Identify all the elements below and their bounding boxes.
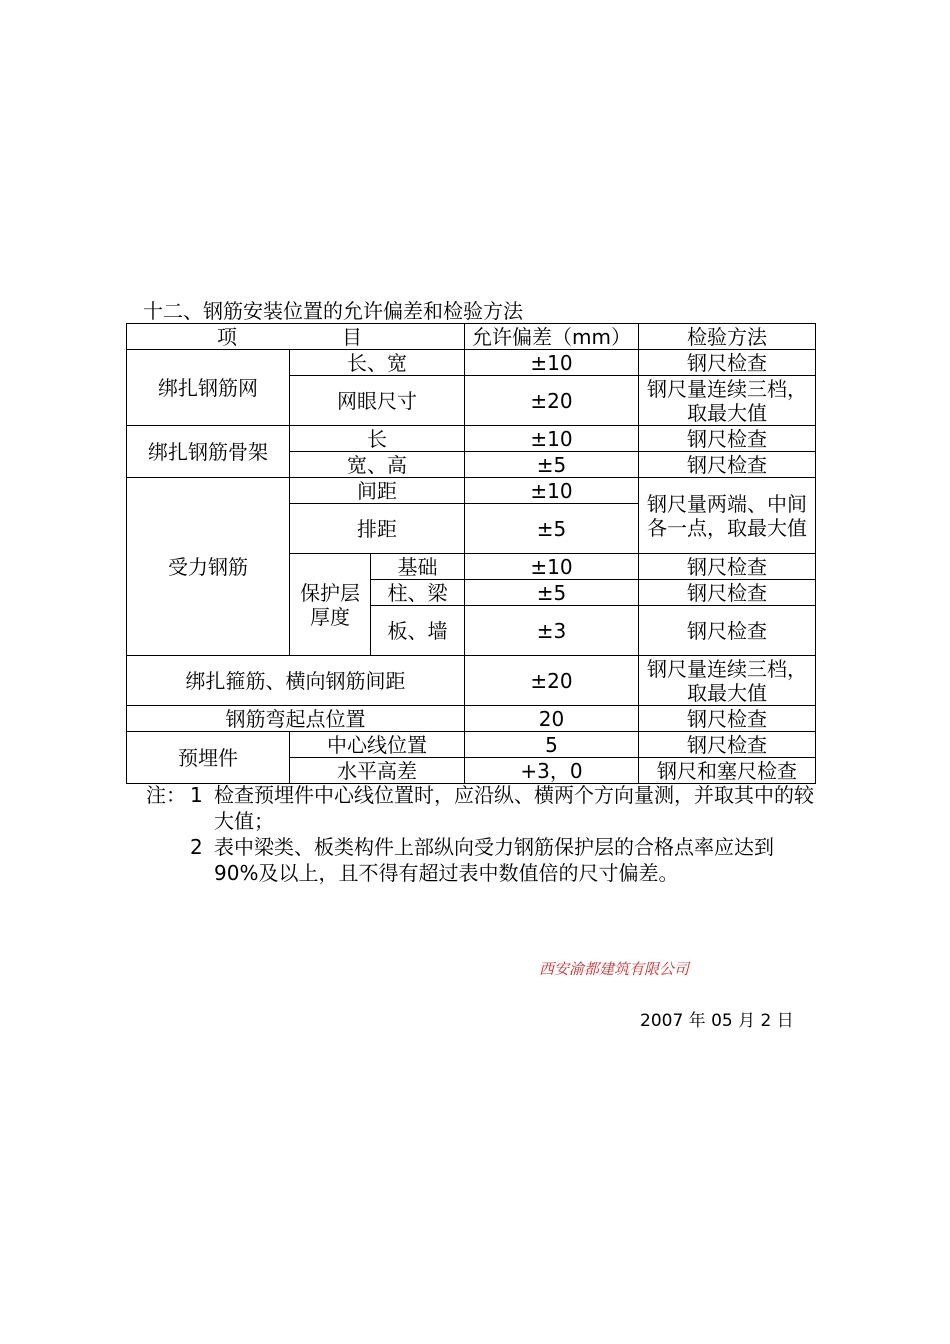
item-cell: 中心线位置 — [290, 732, 465, 758]
note-number: 2 — [190, 835, 203, 859]
item-cell: 宽、高 — [290, 452, 465, 478]
header-item-cell — [127, 324, 465, 350]
tolerance-cell: ±10 — [465, 554, 639, 580]
method-cell: 钢尺检查 — [639, 606, 816, 656]
item-cell: 绑扎箍筋、横向钢筋间距 — [127, 656, 465, 706]
group-cell-mesh: 绑扎钢筋网 — [127, 350, 290, 426]
note-text: 检查预埋件中心线位置时，应沿纵、横两个方向量测，并取其中的较大值； — [214, 783, 814, 833]
method-cell: 钢尺量连续三档，取最大值 — [639, 376, 816, 426]
item-cell: 排距 — [290, 504, 465, 554]
tolerance-cell: +3，0 — [465, 758, 639, 784]
document-title: 十二、钢筋安装位置的允许偏差和检验方法 — [143, 299, 523, 323]
subgroup-cell-cover-thickness: 保护层厚度 — [290, 554, 371, 656]
method-cell: 钢尺和塞尺检查 — [639, 758, 816, 784]
method-cell: 钢尺检查 — [639, 554, 816, 580]
notes-section — [146, 782, 816, 886]
tolerance-table — [126, 323, 816, 784]
item-cell: 柱、梁 — [371, 580, 465, 606]
method-cell: 钢尺检查 — [639, 580, 816, 606]
note-number: 1 — [190, 783, 203, 807]
method-cell: 钢尺检查 — [639, 426, 816, 452]
item-cell: 网眼尺寸 — [290, 376, 465, 426]
table-row — [127, 478, 816, 504]
tolerance-cell: ±20 — [465, 376, 639, 426]
tolerance-cell: ±5 — [465, 504, 639, 554]
item-cell: 长、宽 — [290, 350, 465, 376]
header-tolerance: 允许偏差（mm） — [465, 324, 639, 350]
table-row — [127, 426, 816, 452]
group-cell-embedded: 预埋件 — [127, 732, 290, 784]
item-cell: 基础 — [371, 554, 465, 580]
method-cell: 钢尺检查 — [639, 706, 816, 732]
item-cell: 间距 — [290, 478, 465, 504]
tolerance-cell: 20 — [465, 706, 639, 732]
note-text: 表中梁类、板类构件上部纵向受力钢筋保护层的合格点率应达到90%及以上，且不得有超过表中数值倍的尺寸偏差。 — [214, 835, 774, 885]
header-item-label-b: 目 — [342, 324, 363, 349]
group-cell-cage: 绑扎钢筋骨架 — [127, 426, 290, 478]
tolerance-cell: ±3 — [465, 606, 639, 656]
header-item-label-a: 项 — [217, 324, 237, 349]
note-2 — [146, 834, 816, 886]
item-cell: 板、墙 — [371, 606, 465, 656]
table-row — [127, 656, 816, 706]
table-header-row — [127, 324, 816, 350]
method-cell: 钢尺检查 — [639, 350, 816, 376]
table-row — [127, 350, 816, 376]
document-date: 2007 年 05 月 2 日 — [640, 1011, 794, 1031]
tolerance-cell: ±10 — [465, 478, 639, 504]
table-row — [127, 706, 816, 732]
method-cell: 钢尺量两端、中间各一点，取最大值 — [639, 478, 816, 554]
note-1 — [146, 782, 816, 834]
table-row — [127, 732, 816, 758]
company-name: 西安渝都建筑有限公司 — [539, 960, 690, 978]
method-cell: 钢尺检查 — [639, 452, 816, 478]
tolerance-cell: 5 — [465, 732, 639, 758]
notes-lead-label: 注： — [146, 783, 186, 807]
tolerance-cell: ±10 — [465, 426, 639, 452]
tolerance-cell: ±10 — [465, 350, 639, 376]
tolerance-cell: ±5 — [465, 452, 639, 478]
method-cell: 钢尺量连续三档，取最大值 — [639, 656, 816, 706]
header-method: 检验方法 — [639, 324, 816, 350]
group-cell-main-bars: 受力钢筋 — [127, 478, 290, 656]
item-cell: 长 — [290, 426, 465, 452]
item-cell: 钢筋弯起点位置 — [127, 706, 465, 732]
item-cell: 水平高差 — [290, 758, 465, 784]
tolerance-cell: ±20 — [465, 656, 639, 706]
method-cell: 钢尺检查 — [639, 732, 816, 758]
tolerance-cell: ±5 — [465, 580, 639, 606]
note-indent — [146, 834, 190, 886]
